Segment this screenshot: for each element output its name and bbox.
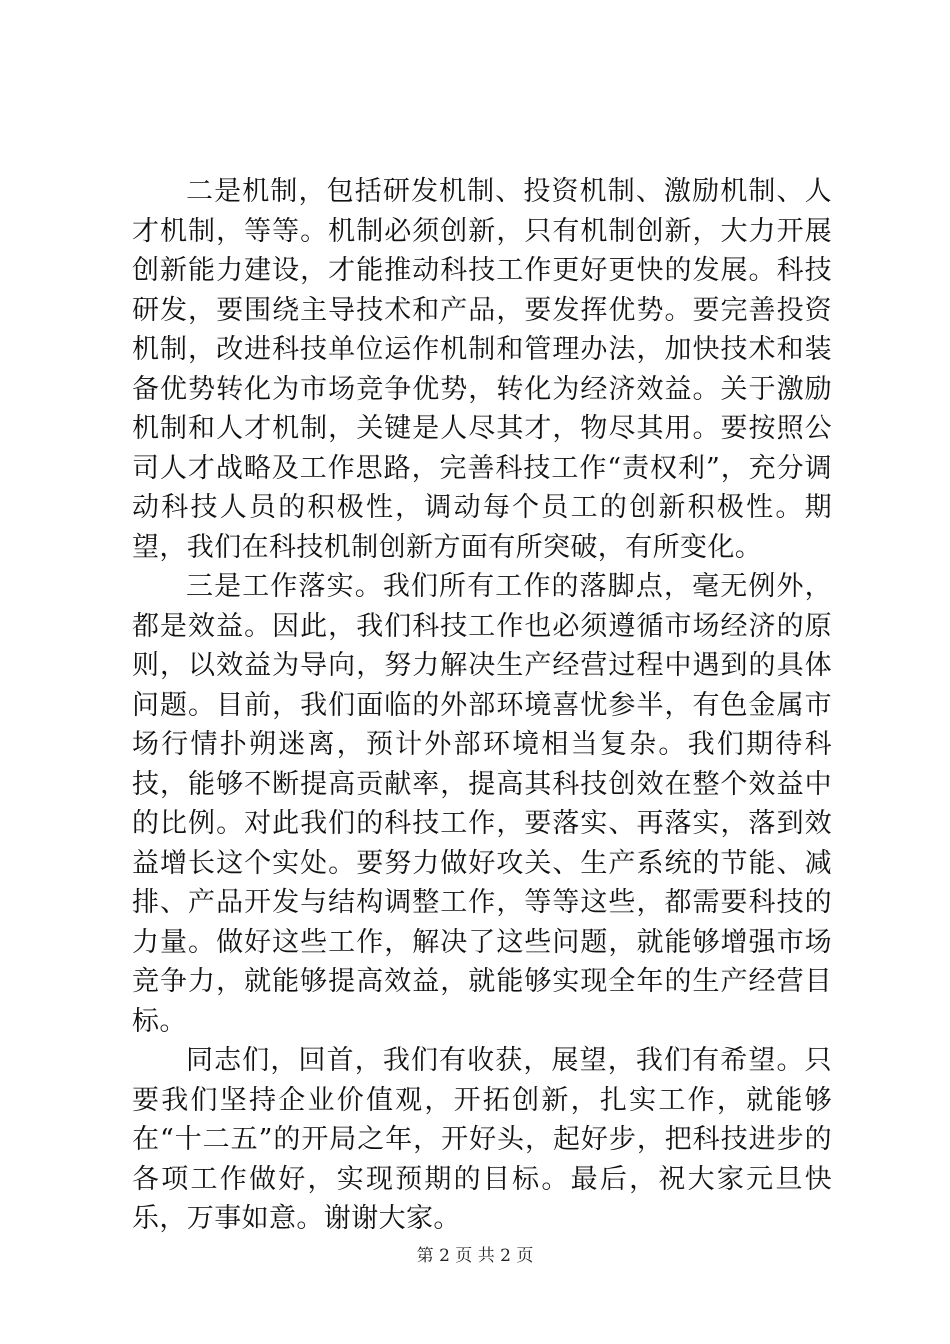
paragraph-mechanism: 二是机制，包括研发机制、投资机制、激励机制、人才机制，等等。机制必须创新，只有机制创新，大力开展创新能力建设，才能推动科技工作更好更快的发展。科技研发，要围绕主导技术和产品，要发挥优势。要完善投资机制，改进科技单位运作机制和管理办法，加快技术和装备优势转化为市场竞争优势，转化为经济效益。关于激励机制和人才机制，关键是人尽其才，物尽其用。要按照公司人才战略及工作思路，完善科技工作“责权利”，充分调动科技人员的积极性，调动每个员工的创新积极性。期望，我们在科技机制创新方面有所突破，有所变化。 (132, 176, 832, 563)
paragraph-closing: 同志们，回首，我们有收获，展望，我们有希望。只要我们坚持企业价值观，开拓创新，扎实工作，就能够在“十二五”的开局之年，开好头，起好步，把科技进步的各项工作做好，实现预期的目标。最后，祝大家元旦快乐，万事如意。谢谢大家。 (132, 1045, 832, 1234)
document-body (132, 172, 832, 1239)
page-footer: 第 2 页 共 2 页 (416, 1246, 534, 1266)
paragraph-work-implementation: 三是工作落实。我们所有工作的落脚点，毫无例外，都是效益。因此，我们科技工作也必须遵循市场经济的原则，以效益为导向，努力解决生产经营过程中遇到的具体问题。目前，我们面临的外部环境喜忧参半，有色金属市场行情扑朔迷离，预计外部环境相当复杂。我们期待科技，能够不断提高贡献率，提高其科技创效在整个效益中的比例。对此我们的科技工作，要落实、再落实，落到效益增长这个实处。要努力做好攻关、生产系统的节能、减排、产品开发与结构调整工作，等等这些，都需要科技的力量。做好这些工作，解决了这些问题，就能够增强市场竞争力，就能够提高效益，就能够实现全年的生产经营目标。 (132, 571, 832, 1037)
